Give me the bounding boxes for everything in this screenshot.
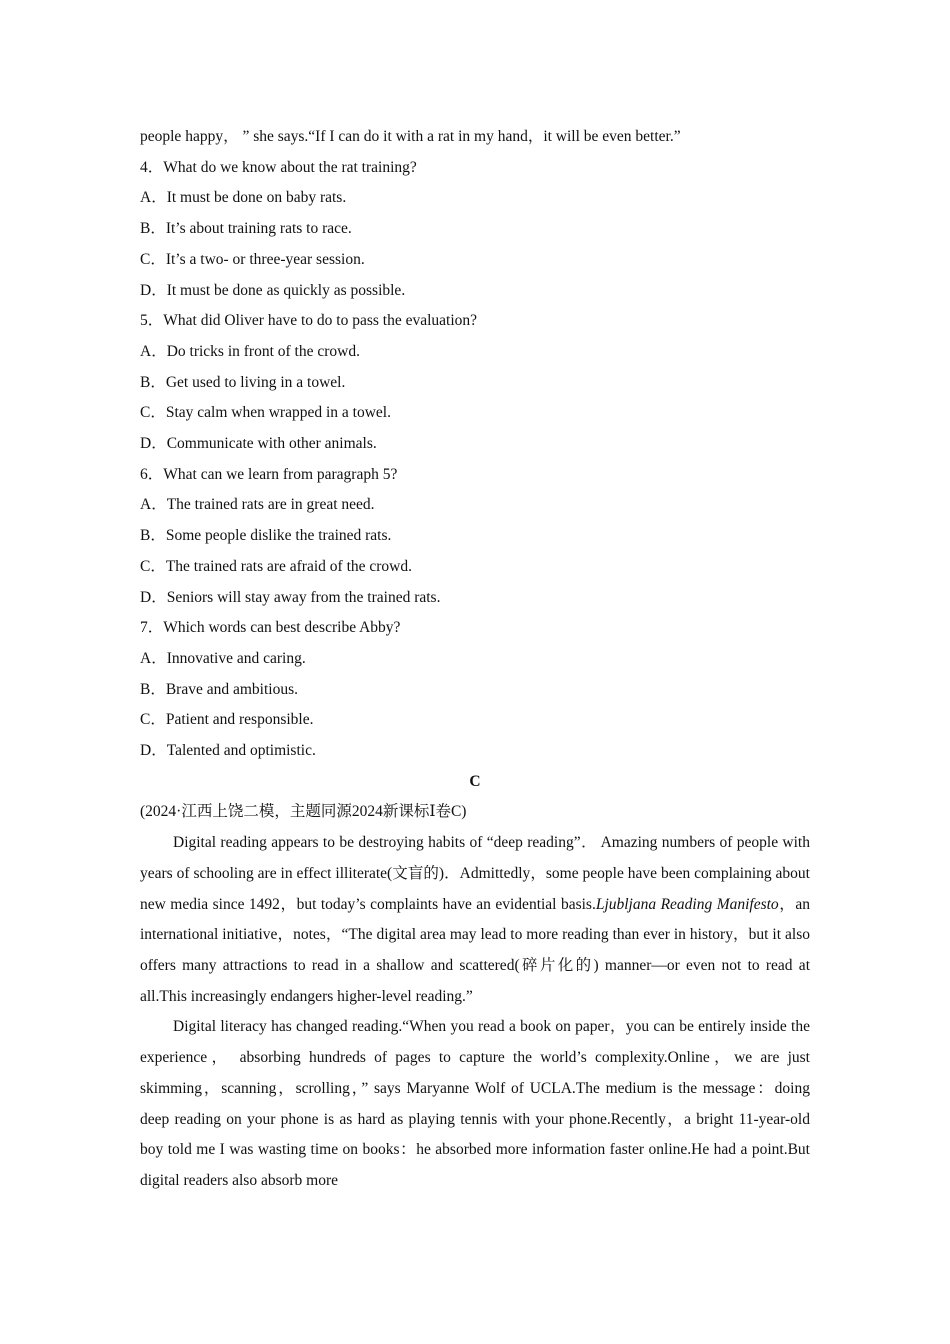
document-page [140,122,810,1197]
option-a: A．It must be done on baby rats. [140,189,347,207]
option-d: D．Communicate with other animals. [140,435,377,453]
option-b: B．Some people dislike the trained rats. [140,527,392,545]
option-d: D．Talented and optimistic. [140,742,316,760]
option-b: B．Brave and ambitious. [140,680,298,698]
question-stem: 6．What can we learn from paragraph 5? [140,465,398,483]
question-stem: 7．Which words can best describe Abby? [140,619,401,637]
section-source: (2024·江西上饶二模，主题同源2024新课标Ⅰ卷C) [140,803,467,821]
option-c: C．It’s a two- or three-year session. [140,250,365,268]
intro-line: people happy， ” she says.“If I can do it with a rat in my hand，it will be even better.” [140,128,681,145]
option-a: A．The trained rats are in great need. [140,496,375,514]
question-stem: 4．What do we know about the rat training? [140,158,417,176]
question-4 [140,153,810,307]
section-title: C [469,772,481,790]
option-a: A．Do tricks in front of the crowd. [140,342,360,360]
paragraph-text: Digital reading appears to be destroying habits of “deep reading”． Amazing numbers of people with years of schooling are in effect illiterate(文盲的)．Admittedly，some people have been complaining about new media since 1492，but today’s complaints have an evidential basis. [140,834,810,913]
option-b: B．It’s about training rats to race. [140,220,352,238]
option-b: B．Get used to living in a towel. [140,373,346,391]
passage-paragraph-1 [140,828,810,1012]
paragraph-text: ，an international initiative，notes，“The digital area may lead to more reading than ever in history，but it also offers many attractions to read in a shallow and scattered(碎片化的) manner—or even not to read at all.This increasingly endangers higher-level reading.” [140,895,810,1005]
question-6 [140,460,810,614]
option-c: C．The trained rats are afraid of the crowd. [140,557,412,575]
italic-title: Ljubljana Reading Manifesto [595,895,779,913]
question-5 [140,306,810,460]
option-d: D．It must be done as quickly as possible. [140,281,406,299]
option-d: D．Seniors will stay away from the trained rats. [140,588,441,606]
passage-paragraph-2: Digital literacy has changed reading.“When you read a book on paper，you can be entirely inside the experience， absorbing hundreds of pages to capture the world’s complexity.Online，we are just skimming，scanning，scrolling，” says Maryanne Wolf of UCLA.The medium is the message：doing deep reading on your phone is as hard as playing tennis with your phone.Recently，a bright 11-year-old boy told me I was wasting time on books：he absorbed more information faster online.He had a point.But digital readers also absorb more [140,1018,810,1189]
question-7 [140,613,810,767]
option-c: C．Patient and responsible. [140,711,314,729]
option-a: A．Innovative and caring. [140,649,306,667]
question-stem: 5．What did Oliver have to do to pass the evaluation? [140,312,478,330]
option-c: C．Stay calm when wrapped in a towel. [140,404,391,422]
